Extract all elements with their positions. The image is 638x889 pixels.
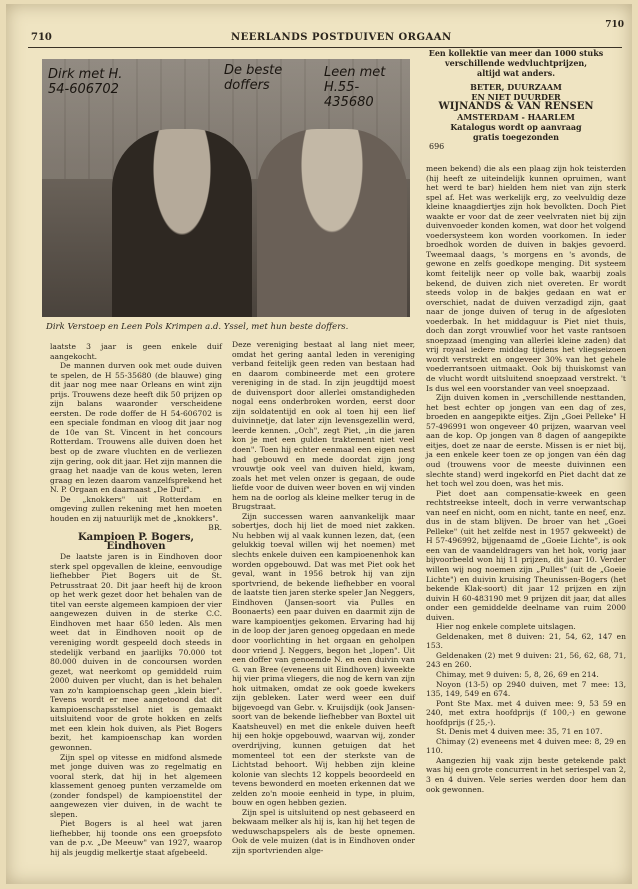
ad-line4: BETER, DUURZAAM (470, 82, 562, 92)
c3-p3: Piet doet aan compensatie-kweek en geen rechtstreekse inteelt, doch in verre verwantschap van neef en nicht, oom en nicht, tante en neef, enz. dus in de stam blijven. De broer van het „Goei Pelleke" (uit het zelfde nest in 1957 gekweekt) de H 57-496992, bijgenaamd de „Goeie Lichte", is ook een van de vaandeldragers van het hok, vorig jaar bijvoorbeeld won hij 11 prijzen, dit jaar 10. Verder willen wij nog noemen zijn „Pulles" (uit de „Goeie Lichte") en duivin kruising Theunissen-Bogers (het bekende Klak-soort) dit jaar 12 prijzen en zijn duivin H 60-483190 met 9 prijzen dit jaar, dat alles onder een gemiddelde deelname van ruim 2000 duiven. (426, 488, 626, 622)
article-heading (50, 533, 222, 552)
ad-line6: WIJNANDS & VAN RENSEN (438, 101, 594, 112)
page-number-right: 710 (605, 20, 624, 30)
c3-p5: Geldenaken, met 8 duiven: 21, 54, 62, 147 en 153. (426, 631, 626, 651)
advertisement (426, 48, 606, 151)
running-header (6, 20, 632, 46)
column-1 (50, 342, 222, 858)
c2-p3: Zijn spel is uitsluitend op nest gebaseerd en bekwaam melker als hij is, kan hij het tegen de weduwschapspelers als de beste opnemen. Ook de vele muizen (dat is in Eindhoven onder zijn sportvrienden alge- (232, 807, 415, 855)
ad-number: 696 (429, 142, 445, 151)
c1-p5: Zijn spel op vitesse en midfond alsmede met jonge duiven was zo regelmatig en vooral sterk, dat hij in het algemeen klassement genoeg punten verzamelde om (zonder fondspel) de kampioenstitel der aangewezen vier duiven, in de wacht te slepen. (50, 752, 222, 819)
column-2 (232, 340, 415, 856)
article-heading-line2: Eindhoven (106, 541, 166, 553)
c3-p1: meen bekend) die als een plaag zijn hok teisterden (hij heeft ze uiteindelijk kunnen opruimen, want het werd te bar) hielden hem niet van zijn sterk spel af. Het was werkelijk erg, zo veelvuldig deze kleine knaagdiertjes zijn hok bevolkten. Doch Piet waakte er voor dat de zeer veelvraten niet bij zijn duivenvoeder konden komen, wat door het volgend voedersysteem kon worden voorkomen. In ieder broedhok worden de duiven in bakjes gevoerd. Tweemaal daags, 's morgens en 's avonds, de gewone en zelfs goedkope menging. Dit systeem komt feitelijk neer op volle bak, waarbij zoals bekend, de duiven zich niet overeten. Er wordt steeds volop in de bakjes gedaan en wat er overschiet, nadat de duiven verzadigd zijn, gaat naar de jonge duiven of terug in de afgesloten voederbak. In het middaguur is Piet niet thuis, doch dan zorgt vrouwlief voor het vaste rantsoen snoepzaad (menging van allerlei kleine zaden) dat vrij royaal iedere middag tijdens het vliegseizoen wordt verstrekt en ongeveer 30% van het gehele voederrantsoen uitmaakt. Ook bij thuiskomst van de vlucht wordt uitsluitend snoepzaad verstrekt. 't Is dus wel een voorstander van veel snoepzaad. (426, 164, 626, 393)
c3-p8: Noyon (13-5) op 2940 duiven, met 7 mee: 13, 135, 149, 549 en 674. (426, 679, 626, 699)
c3-p9: Pont Ste Max. met 4 duiven mee: 9, 53 59 en 240, met extra hoofdprijs (f 100,-) en gewone hoofdprijs (f 25,-). (426, 698, 626, 727)
c3-p7: Chimay, met 9 duiven: 5, 8, 26, 69 en 214. (436, 669, 599, 679)
photo-label-left: Dirk met H. 54-606702 (48, 67, 123, 97)
c2-p1: Deze vereniging bestaat al lang niet meer, omdat het gering aantal leden in vereniging verband feitelijk geen reden van bestaan had en daarom combineerde met een grotere vereniging in de stad. In zijn jeugdtijd moest de duivensport door allerlei omstandigheden nogal eens onderbroken worden, eerst door zijn soldatentijd en ook al toen hij een lief duivinnetje, dat later zijn levensgezellin werd, leerde kennen. „Och", zegt Piet, „in die jaren kon je met een gulden traktement niet veel doen". Toen hij echter eenmaal een eigen nest had gebouwd en mede doordat zijn jong vrouwtje ook veel van duiven hield, kwam, zoals het met velen onzer is gegaan, de oude liefde voor de duiven weer boven en wij vinden hem na de oorlog als kleine melker terug in de Brugstraat. (232, 340, 415, 512)
ad-line9: gratis toegezonden (472, 132, 559, 142)
c3-p2: Zijn duiven komen in „verschillende nesttanden, het best echter op jongen van een dag of zes, broeden en aangepikte eitjes. Zijn „Goei Pelleke" H 57-496991 won ongeveer 40 prijzen, waarvan veel aan de kop. Op jongen van 8 dagen of aangepikte eitjes, doet ze naar de eerste. Missen is er niet bij, ja een enkele keer toen ze op jongen van één dag oud (trouwens voor de meeste duivinnen een slechte stand) werd ingekorfd en Piet dacht dat ze het toch wel zou doen, was het mis. (426, 393, 626, 489)
photo-label-mid: De beste doffers (224, 63, 283, 93)
c1-p2: De mannen durven ook met oude duiven te spelen, de H 55-35680 (de blauwe) ging dit jaar nog mee naar Orleans en wint zijn prijs. Trouwens deze heeft dik 50 prijzen op zijn balans waaronder verscheidene eersten. De rode doffer de H 54-606702 is een speciale fondman en vloog dit jaar nog de 10e van St. Vincent in het concours Rotterdam. Trouwens alle duiven doen het best op de zware vluchten en de verliezen zijn gering, ook dit jaar. Het zijn mannen die graag het naadje van de kous weten, leren graag en lezen daarom vanzelfsprekend het N. P. Orgaan en daarnaast „De Duif". (50, 361, 222, 495)
ad-line3: altijd wat anders. (477, 68, 555, 78)
ad-line2: verschillende wedvluchtprijzen, (444, 58, 588, 68)
c3-p12: Aangezien hij vaak zijn beste getekende pakt was hij een grote concurrent in het seriespel van 2, 3 en 4 duiven. Vele series werden door hem dan ook gewonnen. (426, 755, 626, 794)
c1-signature: BR. (208, 523, 222, 533)
c3-p10: St. Denis met 4 duiven mee: 35, 71 en 107. (436, 727, 603, 737)
page-number-left: 710 (31, 32, 52, 43)
c2-p2: Zijn successen waren aanvankelijk maar sobertjes, doch hij liet de moed niet zakken. Nu hebben wij al vaak kunnen lezen, dat, (een gelukkig toeval willen wij het noemen) met slechts enkele duiven een kampioenenhok kan worden opgebouwd. Dat was met Piet ook het geval, want in 1956 betrok hij van zijn sportvriend, de bekende liefhebber en vooral de laatste tien jaren sterke speler Jan Neggers, Eindhoven (Jansen-soort via Pulles en Boonaerts) een paar duiven en daarmit zijn de ware kampioentjes gekomen. Ervaring had hij in de loop der jaren genoeg opgedaan en mede door voorlichting in het orgaan en geholpen door vriend J. Neggers, begon het „lopen". Uit een doffer van genoemde N. en een duivin van G. van Bree (eveneens uit Eindhoven) kweekte hij vier prima vliegers, die nog de kern van zijn hok uitmaken, omdat ze ook goede kwekers zijn gebleken. Later werd weer een duif bijgevoegd van Gebr. v. Kruijsdijk (ook Jansen-soort van de bekende liefhebber van Boxtel uit Kaatsheuvel) en met die enkele duiven heeft hij een hokje opgebouwd, waarvan wij, zonder overdrijving, kunnen getuigen dat het momenteel tot een der sterkste van de Lichtstad behoort. Wij hebben zijn kleine kolonie van slechts 12 koppels beoordeeld en tevens bewonderd en moeten erkennen dat we zelden zo'n mooie eenheid in type, in pluim, bouw en ogen hebben gezien. (232, 511, 415, 808)
magazine-page (6, 4, 632, 884)
c3-p11: Chimay (2) eveneens met 4 duiven mee: 8, 29 en 110. (426, 736, 626, 756)
photo-person-left (112, 129, 252, 317)
article-heading-line1: Kampioen P. Bogers, (77, 531, 194, 543)
ad-line8: Katalogus wordt op aanvraag (450, 122, 582, 132)
column-3 (426, 164, 626, 794)
c1-p1: laatste 3 jaar is geen enkele duif aangekocht. (50, 342, 222, 361)
c1-p4: De laatste jaren is in Eindhoven door sterk spel opgevallen de kleine, eenvoudige liefhebber Piet Bogers uit de St. Petrusstraat 20. Dit jaar heeft hij de kroon op het werk gezet door het behalen van de titel van eerste algemeen kampioen der vier aangewezen duiven in de sterke C.C. Eindhoven met haar 650 leden. Als men weet dat in Eindhoven nooit op de vereniging wordt gespeeld doch steeds in stedelijk verband en jaarlijks 70.000 tot 80.000 duiven in de concoursen worden gezet, wat neerkomt op gemiddeld ruim 2000 duiven per vlucht, dan is het behalen van zo'n kampioenschap geen „klein bier". Tevens wordt er mee aangetoond dat dit kampioenschapsstelsel niet is gemaakt uitsluitend voor de grote hokken en zelfs met een klein hok duiven, als Piet Bogers bezit, het kampioenschap kan worden gewonnen. (50, 552, 222, 752)
c1-p6: Piet Bogers is al heel wat jaren liefhebber, hij toonde ons een groepsfoto van de p.v. „De Meeuw" van 1927, waarop hij als jeugdig melkertje staat afgebeeld. (50, 819, 222, 857)
ad-line5: EN NIET DUURDER (471, 92, 561, 102)
c1-p3: De „knokkers" uit Rotterdam en omgeving zullen rekening met hen moeten houden en zij natuurlijk met de „knokkers". (50, 494, 222, 523)
c3-p4: Hier nog enkele complete uitslagen. (436, 622, 576, 632)
photo-person-right (257, 129, 407, 317)
ad-line7: AMSTERDAM - HAARLEM (457, 112, 575, 122)
photo-caption: Dirk Verstoep en Leen Pols Krimpen a.d. Yssel, met hun beste doffers. (46, 322, 349, 332)
ad-line1: Een kollektie van meer dan 1000 stuks (428, 48, 604, 58)
c3-p6: Geldenaken (2) met 9 duiven: 21, 56, 62, 68, 71, 243 en 260. (426, 650, 626, 670)
photo-two-fanciers (42, 59, 410, 317)
photo-label-right: Leen met H.55-435680 (324, 65, 386, 110)
magazine-title: NEERLANDS POSTDUIVEN ORGAAN (231, 32, 452, 43)
